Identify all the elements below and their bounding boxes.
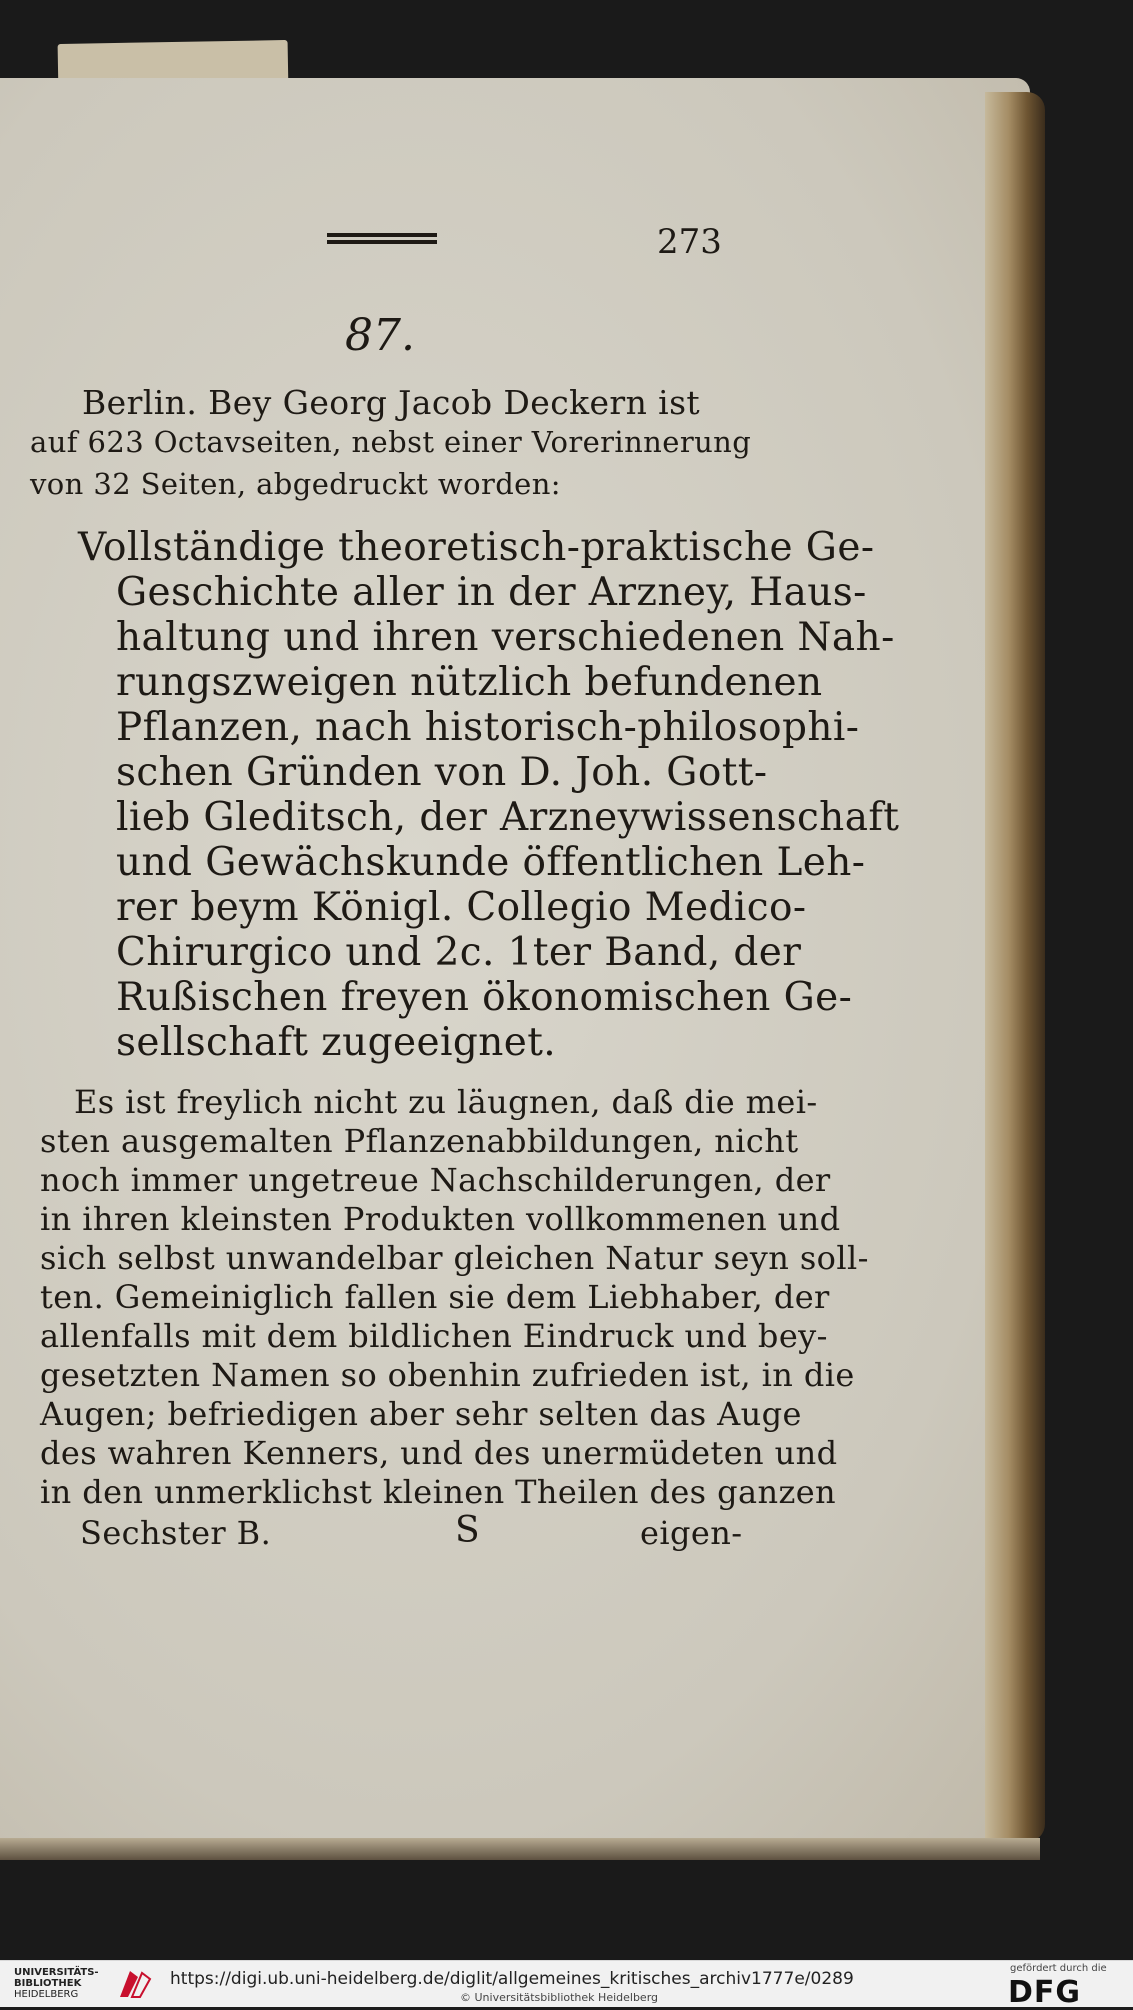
body-line: ten. Gemeiniglich fallen sie dem Liebhaber, der — [40, 1278, 830, 1316]
title-line: rungszweigen nützlich befundenen — [116, 660, 823, 705]
body-line: noch immer ungetreue Nachschilderungen, der — [40, 1161, 831, 1199]
intro-line: von 32 Seiten, abgedruckt worden: — [30, 467, 561, 501]
intro-line: auf 623 Octavseiten, nebst einer Vorerinnerung — [30, 425, 752, 459]
header-rule — [327, 233, 437, 247]
intro-line: Berlin. Bey Georg Jacob Deckern ist — [82, 383, 701, 422]
title-line: Pflanzen, nach historisch-philosophi- — [116, 705, 860, 750]
page-number: 273 — [657, 222, 722, 262]
body-line: in ihren kleinsten Produkten vollkommenen und — [40, 1200, 841, 1238]
page-fore-edge — [985, 92, 1045, 1842]
body-line: allenfalls mit dem bildlichen Eindruck und bey- — [40, 1317, 828, 1355]
logo-line: BIBLIOTHEK — [14, 1978, 82, 1989]
entry-number: 87. — [345, 310, 415, 361]
copyright-text: © Universitätsbibliothek Heidelberg — [460, 1991, 659, 2004]
body-line: Es ist freylich nicht zu läugnen, daß die mei- — [74, 1083, 818, 1121]
permalink-url[interactable]: https://digi.ub.uni-heidelberg.de/diglit/allgemeines_kritisches_archiv1777e/0289 — [170, 1969, 854, 1989]
title-line: haltung und ihren verschiedenen Nah- — [116, 615, 895, 660]
library-logo[interactable] — [14, 1967, 114, 2000]
body-line: in den unmerklichst kleinen Theilen des ganzen — [40, 1473, 837, 1511]
body-line: Augen; befriedigen aber sehr selten das Auge — [40, 1395, 802, 1433]
title-line: lieb Gleditsch, der Arzneywissenschaft — [116, 795, 900, 840]
title-line: Vollständige theoretisch-praktische Ge- — [78, 525, 875, 570]
catchword: eigen- — [640, 1514, 743, 1552]
title-line: schen Gründen von D. Joh. Gott- — [116, 750, 768, 795]
title-line: Chirurgico und 2c. 1ter Band, der — [116, 930, 802, 975]
body-line: sten ausgemalten Pflanzenabbildungen, nicht — [40, 1122, 799, 1160]
dfg-caption: gefördert durch die — [1010, 1963, 1107, 1974]
logo-line: UNIVERSITÄTS- — [14, 1967, 99, 1978]
logo-line: HEIDELBERG — [14, 1989, 79, 2000]
title-line: Rußischen freyen ökonomischen Ge- — [116, 975, 853, 1020]
title-line: rer beym Königl. Collegio Medico- — [116, 885, 807, 930]
body-line: gesetzten Namen so obenhin zufrieden ist, in die — [40, 1356, 855, 1394]
footer-bar — [0, 1960, 1133, 2010]
library-logo-icon — [116, 1967, 156, 2001]
title-line: sellschaft zugeeignet. — [116, 1020, 557, 1065]
signature-left: Sechster B. — [80, 1514, 272, 1552]
body-line: sich selbst unwandelbar gleichen Natur seyn soll- — [40, 1239, 869, 1277]
title-line: Geschichte aller in der Arzney, Haus- — [116, 570, 867, 615]
title-line: und Gewächskunde öffentlichen Leh- — [116, 840, 866, 885]
page-bottom-edge — [0, 1838, 1040, 1860]
signature-mark: S — [455, 1510, 481, 1551]
body-line: des wahren Kenners, und des unermüdeten und — [40, 1434, 838, 1472]
dfg-logo[interactable]: DFG — [1008, 1975, 1082, 2010]
